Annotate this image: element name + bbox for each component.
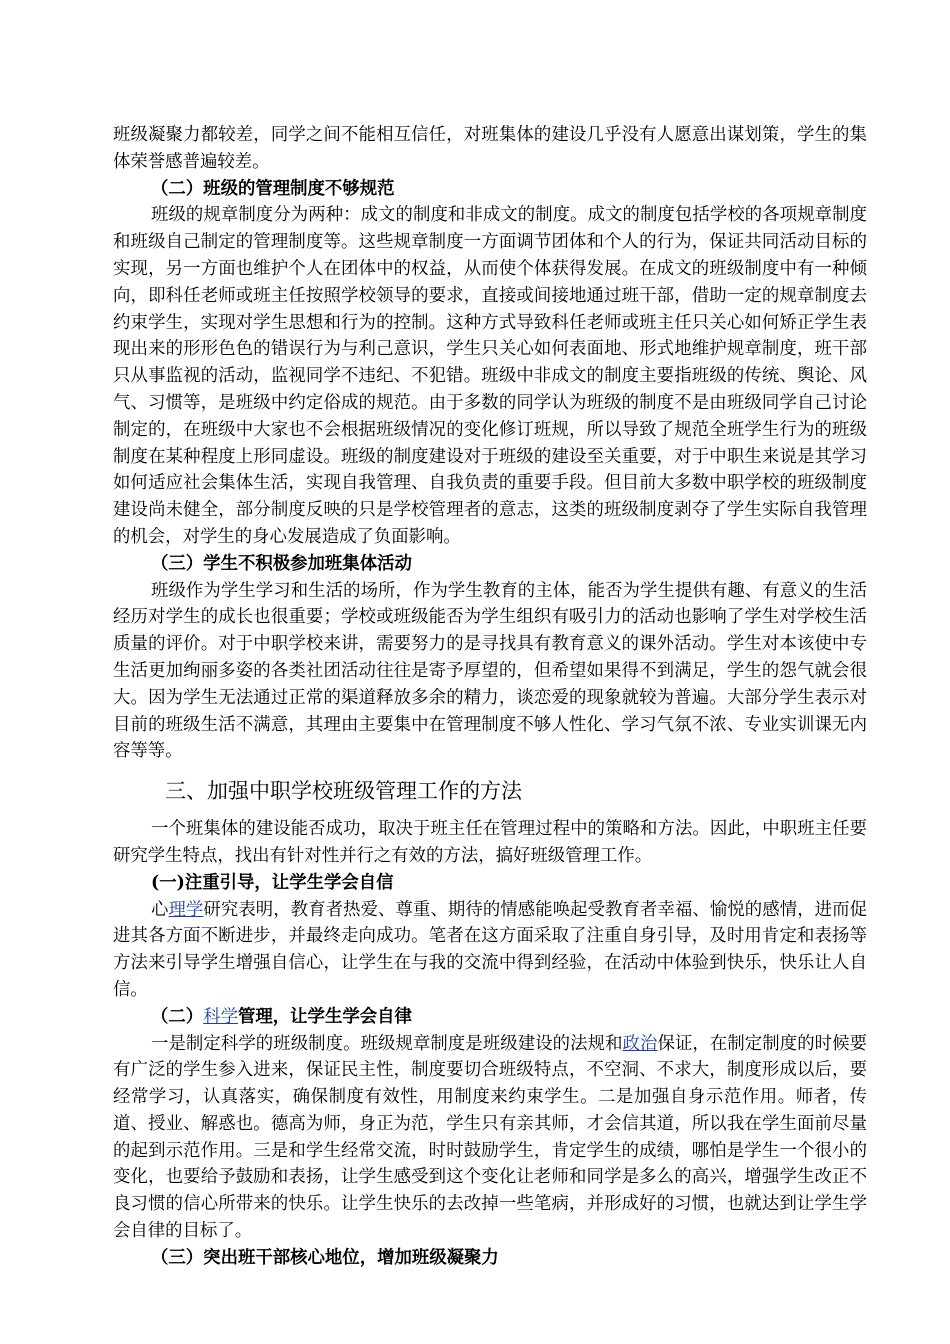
- text-segment: （二）: [151, 1006, 204, 1027]
- text-segment: 研究表明，教育者热爱、尊重、期待的情感能唤起受教育者幸福、愉悦的感情，进而促进其各方面不断进步，并最终走向成功。笔者在这方面采取了注重自身引导，及时用肯定和表扬等方法来引导学生增强自信心，让学生在与我的交流中得到经验，在活动中体验到快乐，快乐让人自信。: [113, 899, 867, 1000]
- paragraph-scientific-management: [113, 1031, 867, 1245]
- subheading-class-cadres: （三）突出班干部核心地位，增加班级凝聚力: [151, 1247, 499, 1268]
- paragraph-class-activities: 班级作为学生学习和生活的场所，作为学生教育的主体，能否为学生提供有趣、有意义的生活经历对学生的成长也很重要；学校或班级能否为学生组织有吸引力的活动也影响了学生对学校生活质量的评价。对于中职学校来讲，需要努力的是寻找具有教育意义的课外活动。学生对本该使中专生活更加绚丽多姿的各类社团活动往往是寄予厚望的，但希望如果得不到满足，学生的怨气就会很大。因为学生无法通过正常的渠道释放多余的精力，谈恋爱的现象就较为普遍。大部分学生表示对目前的班级生活不满意，其理由主要集中在管理制度不够人性化、学习气氛不浓、专业实训课无内容等等。: [113, 580, 867, 762]
- subheading-scientific-management: [113, 1004, 867, 1031]
- text-segment: 一是制定科学的班级制度。班级规章制度是班级建设的法规和: [151, 1033, 623, 1054]
- text-segment: 保证，在制定制度的时候要有广泛的学生参入进来，保证民主性，制度要切合班级特点，不空洞、不求大，制度形成以后，要经常学习，认真落实，确保制度有效性，用制度来约束学生。二是加强自身示范作用。师者，传道、授业、解惑也。德高为师，身正为范，学生只有亲其师，才会信其道，所以我在学生面前尽量的起到示范作用。三是和学生经常交流，时时鼓励学生，肯定学生的成绩，哪怕是学生一个很小的变化，也要给予鼓励和表扬，让学生感受到这个变化让老师和同学是多么的高兴，增强学生改正不良习惯的信心所带来的快乐。让学生快乐的去改掉一些笔病，并形成好的习惯，也就达到让学生学会自律的目标了。: [113, 1033, 867, 1242]
- document-page: [113, 122, 867, 1272]
- subheading-management-system: （二）班级的管理制度不够规范: [151, 178, 395, 199]
- paragraph-guidance: [113, 897, 867, 1004]
- subheading-guidance: (一)注重引导，让学生学会自信: [151, 872, 394, 893]
- text-segment: 管理，让学生学会自律: [237, 1006, 412, 1027]
- subheading-class-activities: （三）学生不积极参加班集体活动: [151, 553, 412, 574]
- section-heading-methods: 三、加强中职学校班级管理工作的方法: [165, 779, 522, 804]
- paragraph-methods-intro: 一个班集体的建设能否成功，取决于班主任在管理过程中的策略和方法。因此，中职班主任要研究学生特点，找出有针对性并行之有效的方法，搞好班级管理工作。: [113, 819, 867, 866]
- link-politics[interactable]: 政治: [622, 1033, 658, 1054]
- link-psychology[interactable]: 理学: [168, 899, 204, 920]
- text-segment: 心: [151, 899, 169, 920]
- link-science[interactable]: 科学: [203, 1006, 238, 1027]
- paragraph-continued: 班级凝聚力都较差，同学之间不能相互信任，对班集体的建设几乎没有人愿意出谋划策，学生的集体荣誉感普遍较差。: [113, 125, 867, 172]
- paragraph-management-system: 班级的规章制度分为两种：成文的制度和非成文的制度。成文的制度包括学校的各项规章制度和班级自己制定的管理制度等。这些规章制度一方面调节团体和个人的行为，保证共同活动目标的实现，另一方面也维护个人在团体中的权益，从而使个体获得发展。在成文的班级制度中有一种倾向，即科任老师或班主任按照学校领导的要求，直接或间接地通过班干部，借助一定的规章制度去约束学生，实现对学生思想和行为的控制。这种方式导致科任老师或班主任只关心如何矫正学生表现出来的形形色色的错误行为与利己意识，学生只关心如何表面地、形式地维护规章制度，班干部只从事监视的活动，监视同学不违纪、不犯错。班级中非成文的制度主要指班级的传统、舆论、风气、习惯等，是班级中约定俗成的规范。由于多数的同学认为班级的制度不是由班级同学自己讨论制定的，在班级中大家也不会根据班级情况的变化修订班规，所以导致了规范全班学生行为的班级制度在某种程度上形同虚设。班级的制度建设对于班级的建设至关重要，对于中职生来说是其学习如何适应社会集体生活，实现自我管理、自我负责的重要手段。但目前大多数中职学校的班级制度建设尚未健全，部分制度反映的只是学校管理者的意志，这类的班级制度剥夺了学生实际自我管理的机会，对学生的身心发展造成了负面影响。: [113, 205, 867, 547]
